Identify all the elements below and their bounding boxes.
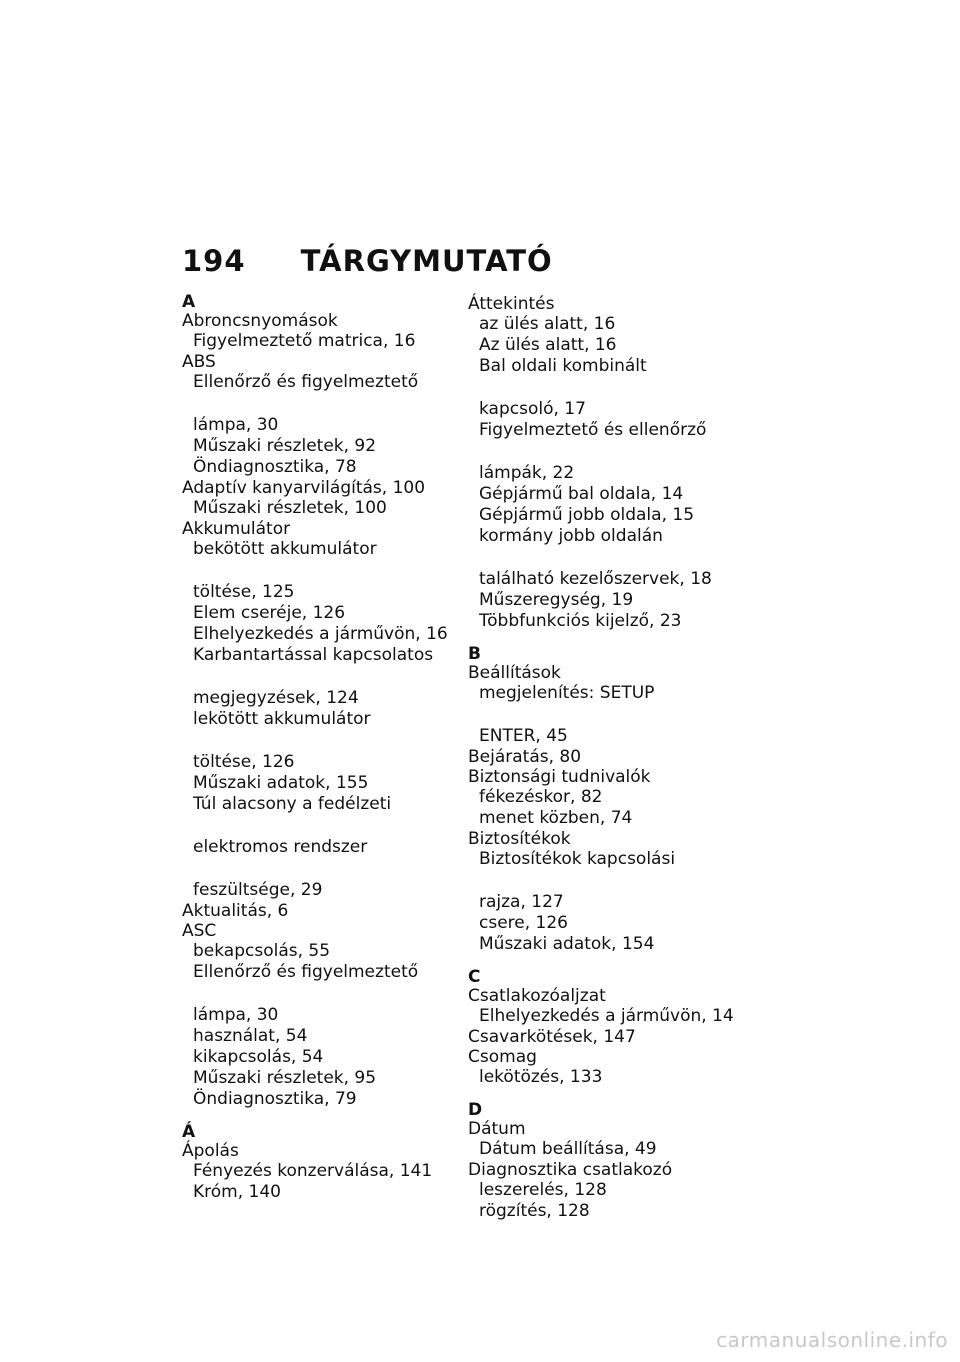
index-entry: Bejáratás, 80 [468, 747, 582, 767]
index-subentry: használat, 54 [193, 1026, 308, 1046]
index-subentry: Gépjármű jobb oldala, 15 [479, 505, 695, 525]
index-subentry: Fényezés konzerválása, 141 [193, 1161, 433, 1181]
index-subentry: csere, 126 [479, 913, 568, 933]
index-subentry: Az ülés alatt, 16 [479, 335, 617, 355]
index-entry: Adaptív kanyarvilágítás, 100 [182, 478, 426, 498]
index-entry: Biztosítékok [468, 829, 571, 849]
index-entry: Dátum [468, 1119, 526, 1139]
index-subentry: megjelenítés: SETUP [479, 683, 655, 703]
index-subentry-continued: rajza, 127 [479, 892, 564, 912]
index-subentry: Műszaki adatok, 155 [193, 773, 369, 793]
index-subentry-continued: lámpa, 30 [193, 415, 279, 435]
index-subentry: lekötözés, 133 [479, 1067, 603, 1087]
index-subentry: Túl alacsony a fedélzeti [193, 794, 392, 814]
index-subentry: Karbantartással kapcsolatos [193, 645, 434, 665]
index-subentry-continued: feszültsége, 29 [193, 880, 323, 900]
index-entry: Beállítások [468, 663, 561, 683]
index-subentry: Gépjármű bal oldala, 14 [479, 484, 684, 504]
index-subentry: Öndiagnosztika, 78 [193, 457, 357, 477]
index-subentry: Elem cseréje, 126 [193, 603, 346, 623]
index-subentry: Bal oldali kombinált [479, 356, 647, 376]
index-entry: Csatlakozóaljzat [468, 986, 606, 1006]
index-subentry: rögzítés, 128 [479, 1201, 590, 1221]
index-subentry: leszerelés, 128 [479, 1180, 607, 1200]
section-letter-d: D [468, 1100, 483, 1120]
index-subentry-continued: lámpa, 30 [193, 1005, 279, 1025]
section-letter-a-acute: Á [182, 1122, 196, 1142]
index-subentry: Ellenőrző és figyelmeztető [193, 372, 419, 392]
index-subentry-continued: ENTER, 45 [479, 726, 568, 746]
index-subentry: Dátum beállítása, 49 [479, 1139, 657, 1159]
index-subentry-continued: töltése, 126 [193, 752, 295, 772]
index-column-right [468, 294, 758, 1222]
index-subentry: Műszaki adatok, 154 [479, 934, 655, 954]
index-subentry: kikapcsolás, 54 [193, 1047, 324, 1067]
index-subentry: Többfunkciós kijelző, 23 [479, 611, 682, 631]
index-subentry: az ülés alatt, 16 [479, 314, 616, 334]
index-subentry-continued: megjegyzések, 124 [193, 688, 359, 708]
index-subentry: Ellenőrző és figyelmeztető [193, 962, 419, 982]
index-entry: Aktualitás, 6 [182, 901, 289, 921]
index-subentry-continued: töltése, 125 [193, 582, 295, 602]
index-subentry: Króm, 140 [193, 1182, 281, 1202]
index-entry: Csomag [468, 1047, 537, 1067]
index-subentry: Elhelyezkedés a járművön, 16 [193, 624, 448, 644]
index-subentry: Figyelmeztető matrica, 16 [193, 331, 416, 351]
page-number: 194 [182, 244, 246, 278]
index-entry: Abroncsnyomások [182, 311, 338, 331]
index-subentry: Biztosítékok kapcsolási [479, 849, 676, 869]
index-subentry-continued: található kezelőszervek, 18 [479, 569, 712, 589]
index-subentry: fékezéskor, 82 [479, 787, 603, 807]
index-entry: Diagnosztika csatlakozó [468, 1160, 673, 1180]
index-entry: Akkumulátor [182, 519, 291, 539]
index-entry: Biztonsági tudnivalók [468, 767, 651, 787]
index-entry: Csavarkötések, 147 [468, 1027, 636, 1047]
page-header [182, 244, 553, 278]
index-subentry-continued: kapcsoló, 17 [479, 399, 586, 419]
index-subentry: bekapcsolás, 55 [193, 941, 331, 961]
index-entry: ASC [182, 921, 217, 941]
index-subentry: Műszaki részletek, 100 [193, 498, 387, 518]
index-subentry-continued: elektromos rendszer [193, 837, 368, 857]
index-entry: ABS [182, 352, 216, 372]
index-entry: Ápolás [182, 1141, 239, 1161]
index-subentry: Öndiagnosztika, 79 [193, 1089, 357, 1109]
index-subentry: bekötött akkumulátor [193, 539, 377, 559]
page-title: TÁRGYMUTATÓ [300, 244, 553, 278]
index-subentry: menet közben, 74 [479, 808, 633, 828]
index-subentry: Műszaki részletek, 92 [193, 436, 377, 456]
section-letter-a: A [182, 292, 196, 312]
index-subentry: Műszeregység, 19 [479, 590, 634, 610]
index-subentry: Elhelyezkedés a járművön, 14 [479, 1006, 734, 1026]
index-subentry: kormány jobb oldalán [479, 526, 663, 546]
watermark-footer: carmanualsonline.info [716, 1328, 948, 1352]
index-subentry: Műszaki részletek, 95 [193, 1068, 377, 1088]
section-letter-c: C [468, 967, 481, 987]
section-letter-b: B [468, 644, 481, 664]
index-entry: Áttekintés [468, 294, 555, 314]
index-subentry: lekötött akkumulátor [193, 709, 371, 729]
index-column-left [182, 294, 472, 1203]
index-subentry-continued: lámpák, 22 [479, 463, 575, 483]
index-subentry: Figyelmeztető és ellenőrző [479, 420, 707, 440]
